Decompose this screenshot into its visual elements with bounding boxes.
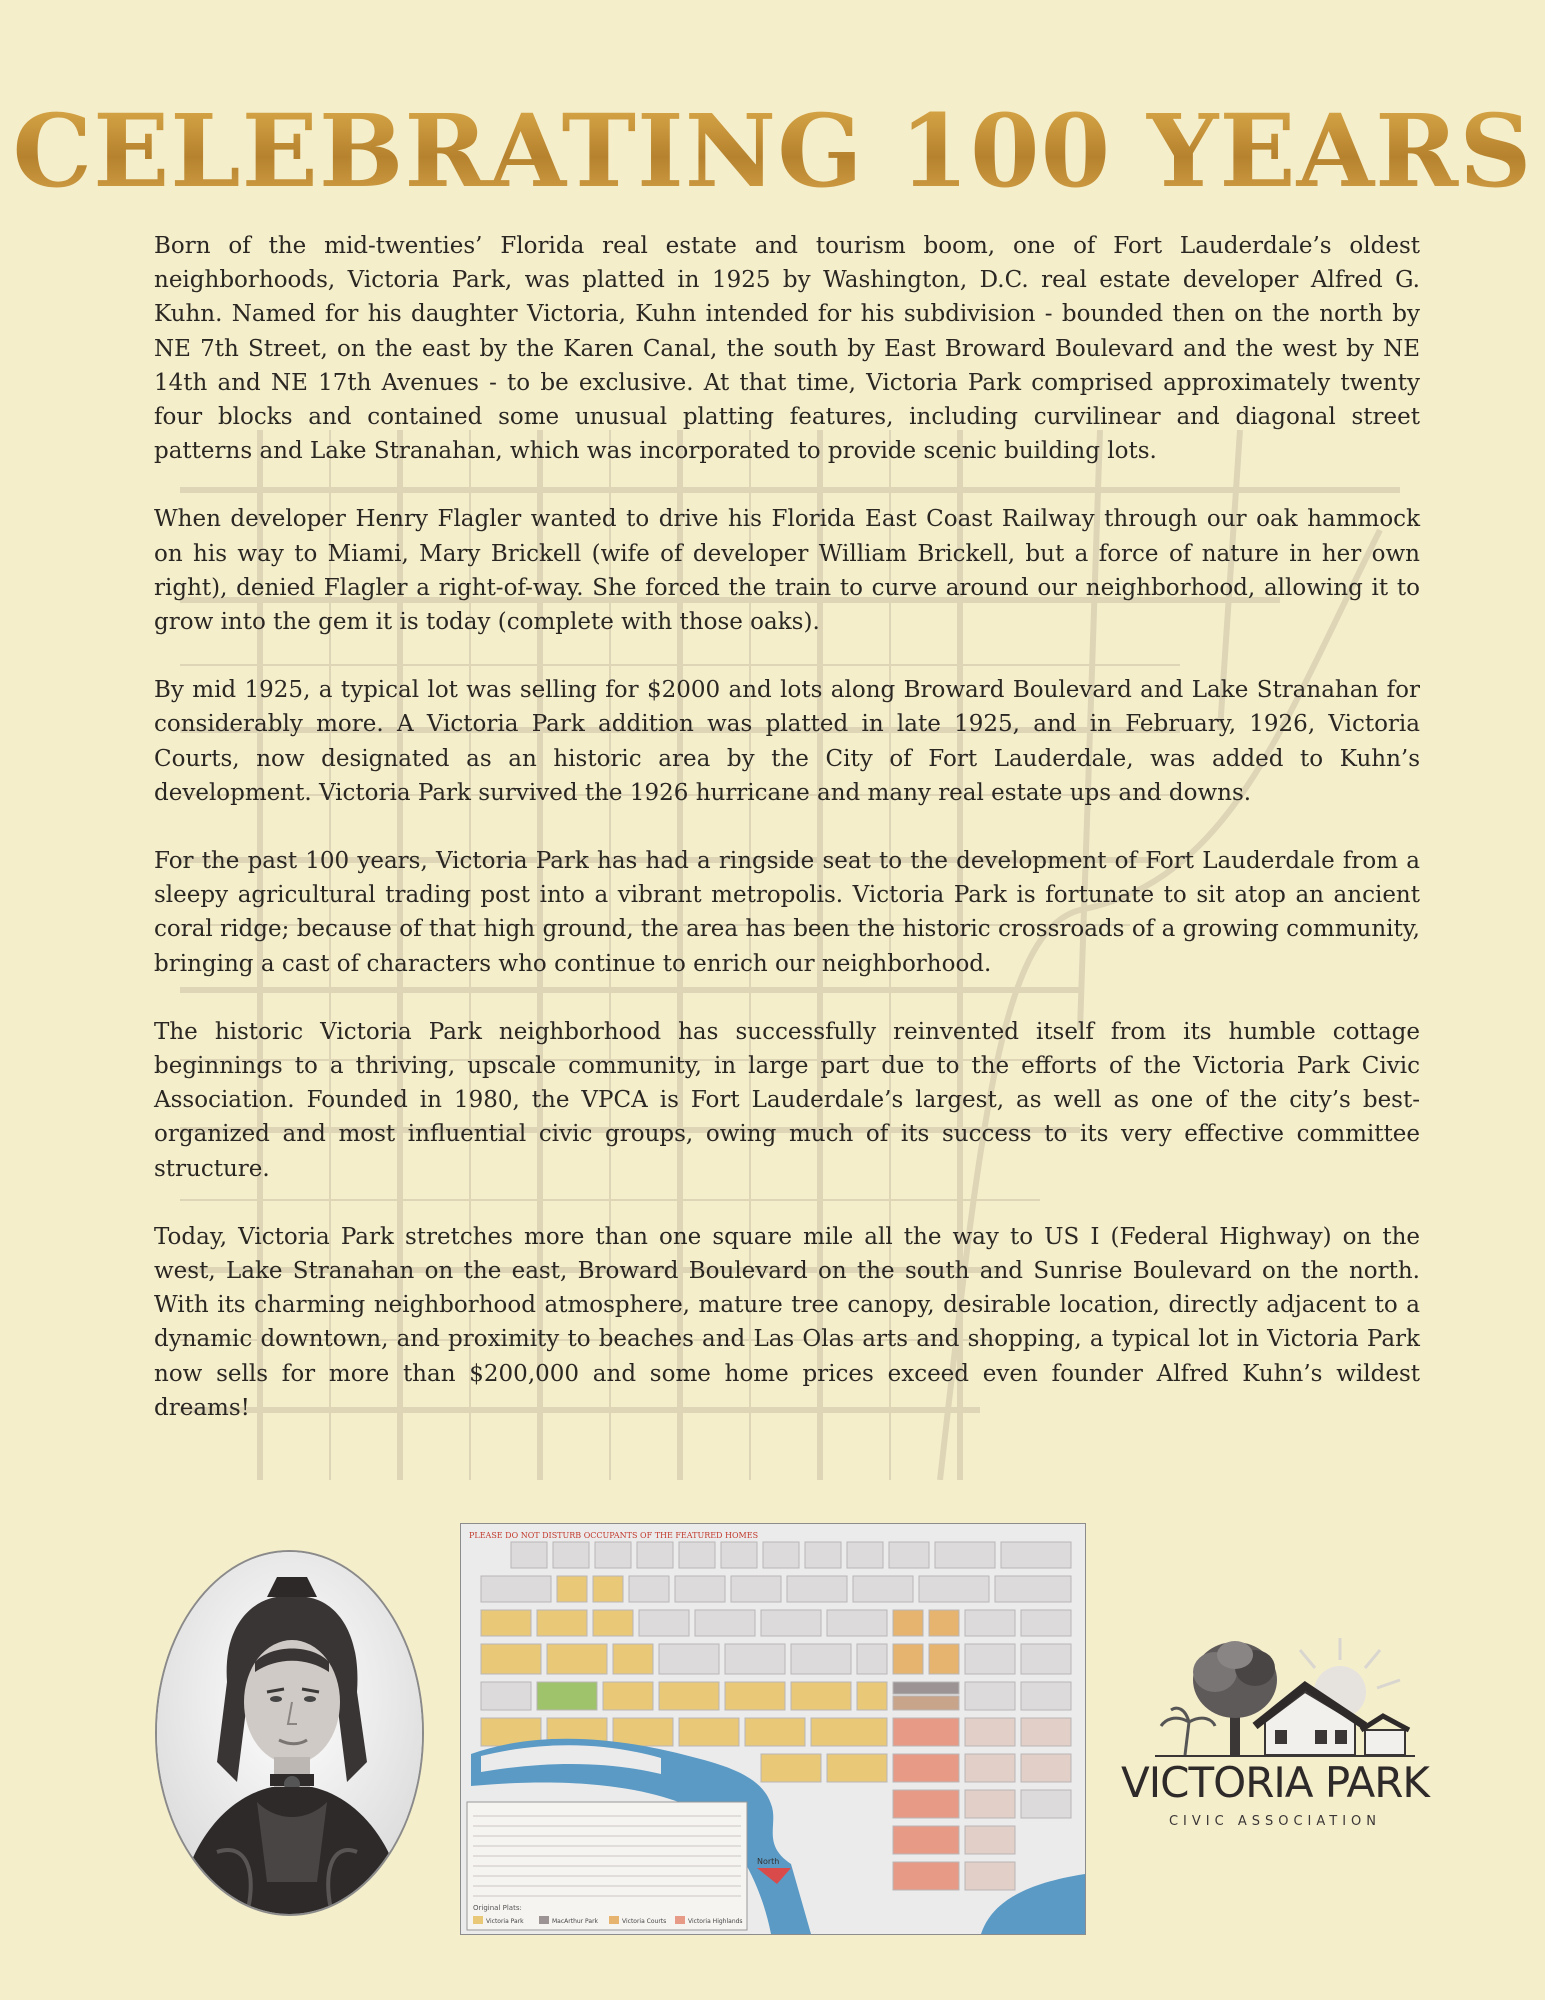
victoria-portrait (155, 1550, 424, 1916)
paragraph-origins: Born of the mid-twenties’ Florida real estate and tourism boom, one of Fort Lauderdale’s oldest neighborhoods, Victoria Park, was platted in 1925 by Washington, D.C. real estate developer Alfred G. Kuhn. Named for his daughter Victoria, Kuhn intended for his subdivision - bounded then on the north by NE 7th Street, on the east by the Karen Canal, the south by East Broward Boulevard and the west by NE 14th and NE 17th Avenues - to be exclusive. At that time, Victoria Park comprised approximately twenty four blocks and contained some unusual platting features, including curvilinear and diagonal street patterns and Lake Stranahan, which was incorporated to provide scenic building lots. (154, 233, 1420, 465)
neighborhood-map (460, 1523, 1086, 1935)
paragraph-today: Today, Victoria Park stretches more than one square mile all the way to US I (Federal Highway) on the west, Lake Stranahan on the east, Broward Boulevard on the south and Sunrise Boulevard on the north. With its charming neighborhood atmosphere, mature tree canopy, desirable location, directly adjacent to a dynamic downtown, and proximity to beaches and Las Olas arts and shopping, a typical lot in Victoria Park now sells for more than $200,000 and some home prices exceed even founder Alfred Kuhn’s wildest dreams! (154, 1223, 1420, 1421)
paragraph-100-years: For the past 100 years, Victoria Park has had a ringside seat to the development of Fort Lauderdale from a sleepy agricultural trading post into a vibrant metropolis. Victoria Park is fortunate to sit atop an ancient coral ridge; because of that high ground, the area has been the historic crossroads of a growing community, bringing a cast of characters who continue to enrich our neighborhood. (154, 848, 1420, 977)
map-legend-title: Original Plats: (473, 1904, 522, 1912)
map-notice: PLEASE DO NOT DISTURB OCCUPANTS OF THE FEATURED HOMES (469, 1531, 759, 1540)
logo-name: VICTORIA PARK (1121, 1758, 1429, 1807)
map-north-label: North (757, 1857, 780, 1866)
map-legend-victoria-highlands: Victoria Highlands (688, 1918, 743, 1925)
paragraph-vpca: The historic Victoria Park neighborhood has successfully reinvented itself from its humble cottage beginnings to a thriving, upscale community, in large part due to the efforts of the Victoria Park Civic Association. Founded in 1980, the VPCA is Fort Lauderdale’s largest, as well as one of the city’s best-organized and most influential civic groups, owing much of its success to its very effective committee structure. (154, 1018, 1420, 1182)
page-title: CELEBRATING 100 YEARS (0, 92, 1545, 210)
map-legend-victoria-courts: Victoria Courts (622, 1918, 667, 1925)
house-tree-logo-icon (1115, 1630, 1435, 1760)
paragraph-lot-prices: By mid 1925, a typical lot was selling for $2000 and lots along Broward Boulevard and Lake Stranahan for considerably more. A Victoria Park addition was platted in late 1925, and in February, 1926, Victoria Courts, now designated as an historic area by the City of Fort Lauderdale, was added to Kuhn’s development. Victoria Park survived the 1926 hurricane and many real estate ups and downs. (154, 677, 1420, 806)
map-legend-victoria-park: Victoria Park (486, 1918, 524, 1925)
vpca-logo (1115, 1630, 1435, 1870)
logo-subtitle: CIVIC ASSOCIATION (1168, 1814, 1381, 1829)
paragraph-flagler: When developer Henry Flagler wanted to drive his Florida East Coast Railway through our oak hammock on his way to Miami, Mary Brickell (wife of developer William Brickell, but a force of nature in her own right), denied Flagler a right-of-way. She forced the train to curve around our neighborhood, allowing it to grow into the gem it is today (complete with those oaks). (154, 506, 1420, 636)
article-body (154, 229, 1420, 1459)
map-legend-macarthur-park: MacArthur Park (552, 1918, 599, 1925)
